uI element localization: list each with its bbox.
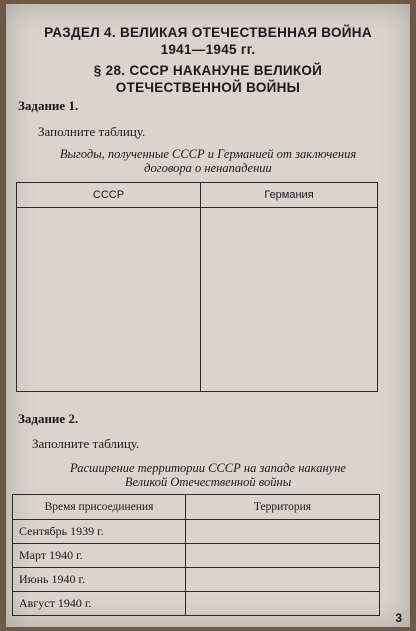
page-number: 3 (395, 611, 402, 625)
task2-row-territory-cell[interactable] (186, 544, 380, 568)
task2-row-date: Июнь 1940 г. (13, 568, 186, 592)
task2-caption-line2: Великой Отечественной войны (124, 475, 292, 489)
table-row (13, 568, 380, 592)
task2-row-date: Март 1940 г. (13, 544, 186, 568)
task2-caption-line1: Расширение территории СССР на западе накануне (70, 461, 346, 475)
task1-label: Задание 1. (18, 98, 79, 113)
task2-row-territory-cell[interactable] (186, 520, 380, 544)
textbook-page (6, 4, 410, 627)
task2-row-territory-cell[interactable] (186, 568, 380, 592)
task2-label: Задание 2. (18, 411, 79, 426)
task1-caption-line1: Выгоды, полученные СССР и Германией от заключения (59, 147, 357, 161)
section-title (6, 24, 410, 58)
section-title-line1: РАЗДЕЛ 4. ВЕЛИКАЯ ОТЕЧЕСТВЕННАЯ ВОЙНА (44, 25, 372, 40)
paragraph-title-line2: ОТЕЧЕСТВЕННОЙ ВОЙНЫ (115, 80, 301, 95)
task2-row-date: Сентябрь 1939 г. (13, 520, 186, 544)
task1-caption-line2: договора о ненападении (144, 161, 272, 175)
task1-col-germany: Германия (201, 183, 378, 208)
task1-caption (26, 147, 390, 175)
table-row (13, 520, 380, 544)
task1-cell-ussr[interactable] (17, 208, 201, 392)
task1-instruction: Заполните таблицу. (38, 124, 146, 139)
task1-cell-germany[interactable] (201, 208, 378, 392)
paragraph-title (6, 62, 410, 96)
paragraph-title-line1: § 28. СССР НАКАНУНЕ ВЕЛИКОЙ (93, 63, 323, 78)
section-title-line2: 1941—1945 гг. (160, 42, 256, 57)
task2-caption (26, 461, 390, 489)
task2-table (12, 494, 380, 616)
task2-col-time: Время присоединения (13, 495, 186, 520)
table-row (13, 592, 380, 616)
task1-table (16, 182, 378, 392)
task2-instruction: Заполните таблицу. (32, 436, 140, 451)
task2-row-territory-cell[interactable] (186, 592, 380, 616)
task2-col-territory: Территория (186, 495, 380, 520)
table-row (13, 544, 380, 568)
task1-col-ussr: СССР (17, 183, 201, 208)
task2-row-date: Август 1940 г. (13, 592, 186, 616)
